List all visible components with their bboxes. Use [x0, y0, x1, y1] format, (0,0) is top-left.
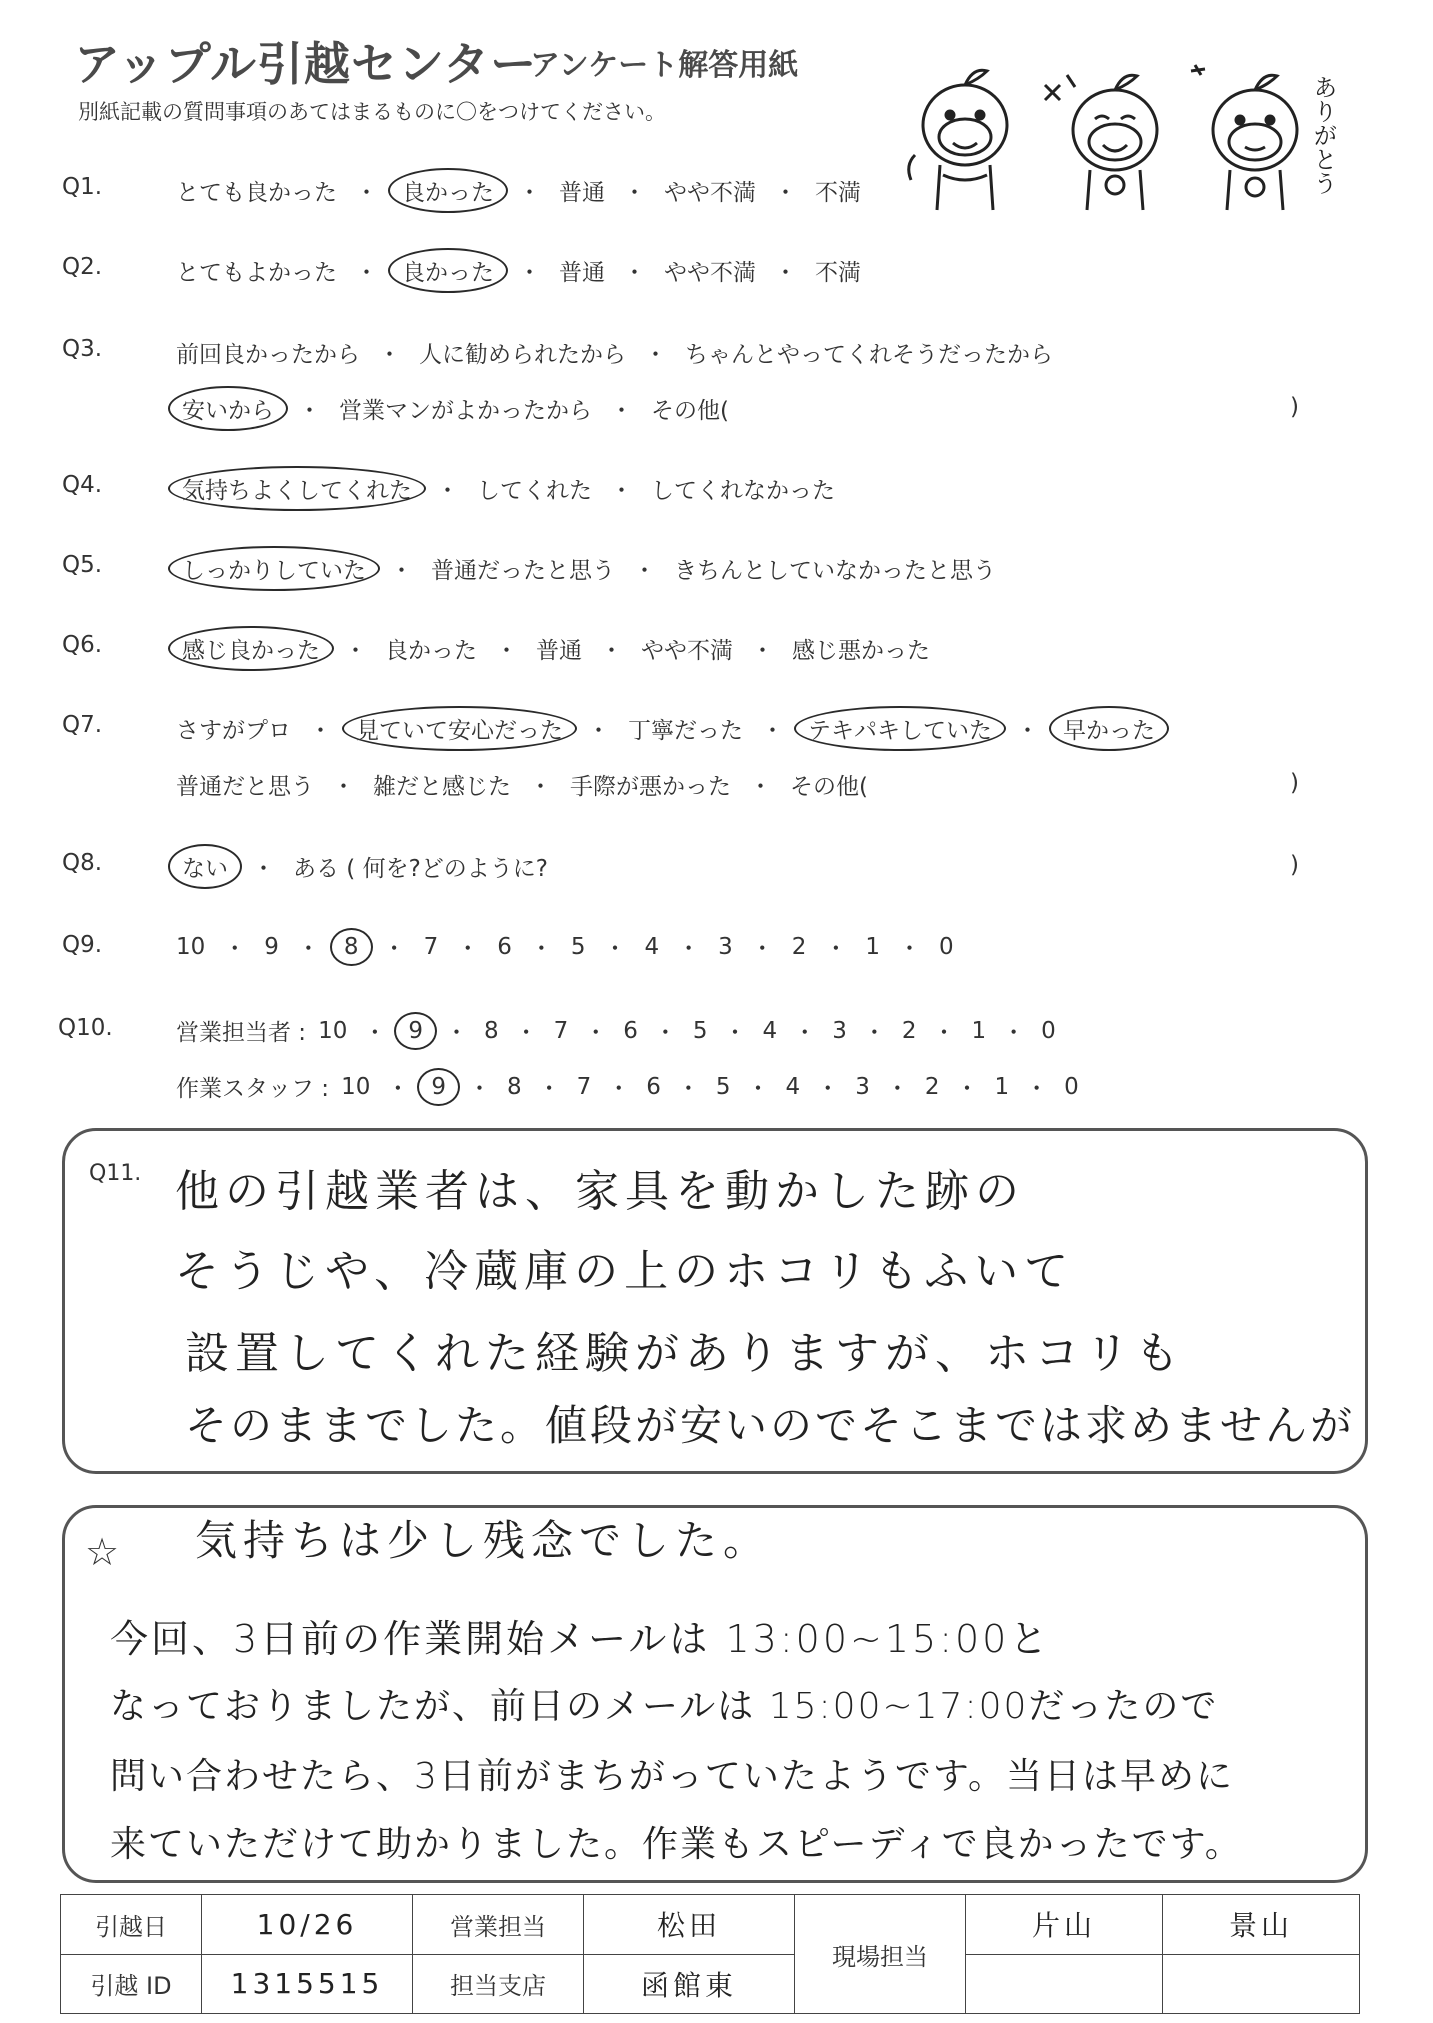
option: 前回良かったから	[176, 342, 360, 368]
branch-label: 担当支店	[413, 1954, 584, 2014]
separator: ・	[749, 774, 772, 800]
separator: ・	[607, 1076, 631, 1102]
thanks-text: ありがとう	[1309, 75, 1337, 195]
separator: ・	[456, 936, 480, 962]
q11-line-4: そのままでした。値段が安いのでそこまでは求めませんが	[185, 1401, 1356, 1450]
score-option: 4	[785, 1073, 801, 1100]
score-option: 10	[341, 1073, 371, 1100]
site-staff-1: 片山	[966, 1895, 1163, 1955]
question-number: Q3.	[62, 336, 103, 362]
selected-option: 感じ良かった	[168, 626, 334, 671]
selected-option: 良かった	[388, 168, 508, 213]
move-id-label: 引越 ID	[61, 1954, 202, 2014]
separator: ・	[378, 342, 401, 368]
option-row	[170, 390, 735, 427]
separator: ・	[529, 936, 553, 962]
option: 3	[718, 933, 733, 960]
score-option: 1	[971, 1017, 987, 1044]
option: さすがプロ	[176, 718, 291, 744]
question-number: Q5.	[62, 552, 103, 578]
site-staff-label: 現場担当	[795, 1895, 966, 2014]
option: 感じ悪かった	[792, 638, 930, 664]
separator: ・	[633, 558, 656, 584]
option: してくれなかった	[651, 478, 835, 504]
option-row	[170, 848, 554, 885]
option: ある ( 何を?どのように?	[293, 856, 549, 882]
option-row	[170, 470, 841, 507]
move-date-value: 10/26	[202, 1895, 413, 1955]
instruction-text: 別紙記載の質問事項のあてはまるものに〇をつけてください。	[78, 100, 666, 124]
selected-option: 安いから	[168, 386, 288, 431]
separator: ・	[623, 260, 646, 286]
selected-option: ない	[168, 844, 242, 889]
separator: ・	[298, 398, 321, 424]
option: ちゃんとやってくれそうだったから	[685, 342, 1053, 368]
separator: ・	[644, 342, 667, 368]
separator: ・	[751, 638, 774, 664]
option: 7	[423, 933, 439, 960]
branch-value: 函館東	[584, 1954, 795, 2014]
separator: ・	[332, 774, 355, 800]
score-option: 3	[832, 1017, 847, 1044]
option-row	[170, 710, 1167, 747]
option: 普通	[559, 180, 605, 206]
selected-option: 見ていて安心だった	[342, 706, 577, 751]
separator: ・	[382, 936, 406, 962]
score-option: 7	[576, 1073, 592, 1100]
sales-rep-label: 営業担当	[413, 1895, 584, 1955]
option-row	[170, 766, 874, 803]
q11-label: Q11.	[89, 1161, 142, 1186]
score-option: 8	[483, 1017, 499, 1044]
closing-paren: )	[1290, 852, 1299, 878]
separator: ・	[793, 1020, 817, 1046]
separator: ・	[885, 1076, 909, 1102]
separator: ・	[518, 180, 541, 206]
q10-sales-label: 営業担当者 :	[176, 1020, 307, 1046]
separator: ・	[898, 936, 922, 962]
q11-line-3: 設置してくれた経験がありますが、ホコリも	[185, 1328, 1185, 1379]
separator: ・	[955, 1076, 979, 1102]
score-option: 6	[623, 1017, 638, 1044]
star-icon: ☆	[85, 1530, 120, 1574]
comment-line-2: 今回、3日前の作業開始メールは 13:00~15:00と	[110, 1617, 1051, 1661]
score-option: 3	[855, 1073, 870, 1100]
separator: ・	[518, 260, 541, 286]
separator: ・	[296, 936, 320, 962]
selected-option: 8	[330, 928, 373, 966]
separator: ・	[623, 180, 646, 206]
separator: ・	[676, 1076, 700, 1102]
closing-paren: )	[1290, 394, 1299, 420]
option: 丁寧だった	[628, 718, 743, 744]
comment-line-1: 気持ちは少し残念でした。	[195, 1516, 772, 1565]
option-row	[170, 172, 867, 209]
separator: ・	[677, 936, 701, 962]
separator: ・	[824, 936, 848, 962]
separator: ・	[355, 180, 378, 206]
option: 営業マンがよかったから	[339, 398, 592, 424]
question-number: Q6.	[62, 632, 103, 658]
q11-line-1: 他の引越業者は、家具を動かした跡の	[175, 1166, 1025, 1217]
selected-score: 9	[417, 1068, 460, 1106]
separator: ・	[587, 718, 610, 744]
option: 人に勧められたから	[419, 342, 626, 368]
question-number: Q8.	[62, 850, 103, 876]
q10-staff-row	[170, 1068, 1085, 1105]
site-staff-2: 景山	[1163, 1895, 1360, 1955]
comment-line-3: なっておりましたが、前日のメールは 15:00~17:00だったので	[110, 1686, 1219, 1727]
separator: ・	[600, 638, 623, 664]
option: やや不満	[641, 638, 733, 664]
question-number: Q10.	[58, 1015, 113, 1041]
separator: ・	[610, 398, 633, 424]
option: 0	[939, 933, 954, 960]
separator: ・	[1016, 718, 1039, 744]
separator: ・	[746, 1076, 770, 1102]
option-row	[170, 630, 936, 667]
separator: ・	[653, 1020, 677, 1046]
score-option: 0	[1064, 1073, 1079, 1100]
separator: ・	[774, 260, 797, 286]
selected-option: 良かった	[388, 248, 508, 293]
option: その他(	[790, 774, 868, 800]
additional-comment-box	[62, 1505, 1368, 1883]
separator: ・	[723, 1020, 747, 1046]
option: 2	[791, 933, 807, 960]
option-row	[170, 550, 1002, 587]
q11-line-2: そうじや、冷蔵庫の上のホコリもふいて	[175, 1246, 1075, 1297]
question-number: Q7.	[62, 712, 103, 738]
option: 4	[644, 933, 660, 960]
option: その他(	[651, 398, 729, 424]
separator: ・	[363, 1020, 387, 1046]
selected-option: しっかりしていた	[168, 546, 380, 591]
option: 1	[865, 933, 881, 960]
sales-rep-value: 松田	[584, 1895, 795, 1955]
option: 6	[497, 933, 512, 960]
score-option: 8	[506, 1073, 522, 1100]
score-option: 0	[1041, 1017, 1056, 1044]
selected-option: 早かった	[1049, 706, 1169, 751]
selected-score: 9	[394, 1012, 437, 1050]
separator: ・	[816, 1076, 840, 1102]
mascot-illustration	[895, 45, 1365, 215]
move-id-value: 1315515	[202, 1954, 413, 2014]
separator: ・	[750, 936, 774, 962]
separator: ・	[390, 558, 413, 584]
score-option: 4	[762, 1017, 778, 1044]
score-option: 2	[924, 1073, 940, 1100]
separator: ・	[1025, 1076, 1049, 1102]
separator: ・	[386, 1076, 410, 1102]
option: 不満	[815, 260, 861, 286]
option: 9	[264, 933, 279, 960]
option: 普通だったと思う	[431, 558, 615, 584]
option: 10	[176, 933, 206, 960]
comment-line-5: 来ていただけて助かりました。作業もスピーディで良かったです。	[110, 1824, 1243, 1865]
site-staff-2-blank	[1163, 1954, 1360, 2014]
comment-line-4: 問い合わせたら、3日前がまちがっていたようです。当日は早めに	[110, 1756, 1235, 1797]
option: 良かった	[385, 638, 477, 664]
separator: ・	[495, 638, 518, 664]
separator: ・	[862, 1020, 886, 1046]
separator: ・	[514, 1020, 538, 1046]
option: 普通だと思う	[176, 774, 314, 800]
question-number: Q1.	[62, 174, 103, 200]
option-row	[170, 930, 960, 963]
question-number: Q2.	[62, 254, 103, 280]
separator: ・	[610, 478, 633, 504]
separator: ・	[309, 718, 332, 744]
separator: ・	[932, 1020, 956, 1046]
question-number: Q4.	[62, 472, 103, 498]
separator: ・	[223, 936, 247, 962]
separator: ・	[1002, 1020, 1026, 1046]
score-option: 7	[553, 1017, 569, 1044]
option: 普通	[559, 260, 605, 286]
option: とてもよかった	[176, 260, 337, 286]
score-option: 5	[715, 1073, 731, 1100]
option: きちんとしていなかったと思う	[674, 558, 996, 584]
q11-comment-box	[62, 1128, 1368, 1474]
company-name: アップル引越センター	[74, 37, 538, 91]
q10-staff-label: 作業スタッフ :	[176, 1076, 330, 1102]
q10-sales-row	[170, 1012, 1062, 1049]
separator: ・	[761, 718, 784, 744]
option: 手際が悪かった	[570, 774, 731, 800]
option: 普通	[536, 638, 582, 664]
separator: ・	[603, 936, 627, 962]
separator: ・	[444, 1020, 468, 1046]
option: やや不満	[664, 180, 756, 206]
separator: ・	[584, 1020, 608, 1046]
option-row	[170, 252, 867, 289]
option: 雑だと感じた	[373, 774, 511, 800]
separator: ・	[467, 1076, 491, 1102]
option: やや不満	[664, 260, 756, 286]
move-date-label: 引越日	[61, 1895, 202, 1955]
site-staff-1-blank	[966, 1954, 1163, 2014]
separator: ・	[252, 856, 275, 882]
option: 5	[570, 933, 586, 960]
separator: ・	[529, 774, 552, 800]
option: してくれた	[477, 478, 592, 504]
selected-option: テキパキしていた	[794, 706, 1006, 751]
option: 不満	[815, 180, 861, 206]
form-title: アンケート解答用紙	[530, 48, 799, 83]
score-option: 6	[646, 1073, 661, 1100]
closing-paren: )	[1290, 770, 1299, 796]
score-option: 1	[994, 1073, 1010, 1100]
move-info-table	[60, 1894, 1360, 2014]
separator: ・	[344, 638, 367, 664]
selected-option: 気持ちよくしてくれた	[168, 466, 426, 511]
score-option: 2	[901, 1017, 917, 1044]
score-option: 10	[318, 1017, 348, 1044]
separator: ・	[537, 1076, 561, 1102]
separator: ・	[436, 478, 459, 504]
option: とても良かった	[176, 180, 337, 206]
question-number: Q9.	[62, 932, 103, 958]
score-option: 5	[692, 1017, 708, 1044]
separator: ・	[355, 260, 378, 286]
option-row	[170, 334, 1059, 371]
separator: ・	[774, 180, 797, 206]
